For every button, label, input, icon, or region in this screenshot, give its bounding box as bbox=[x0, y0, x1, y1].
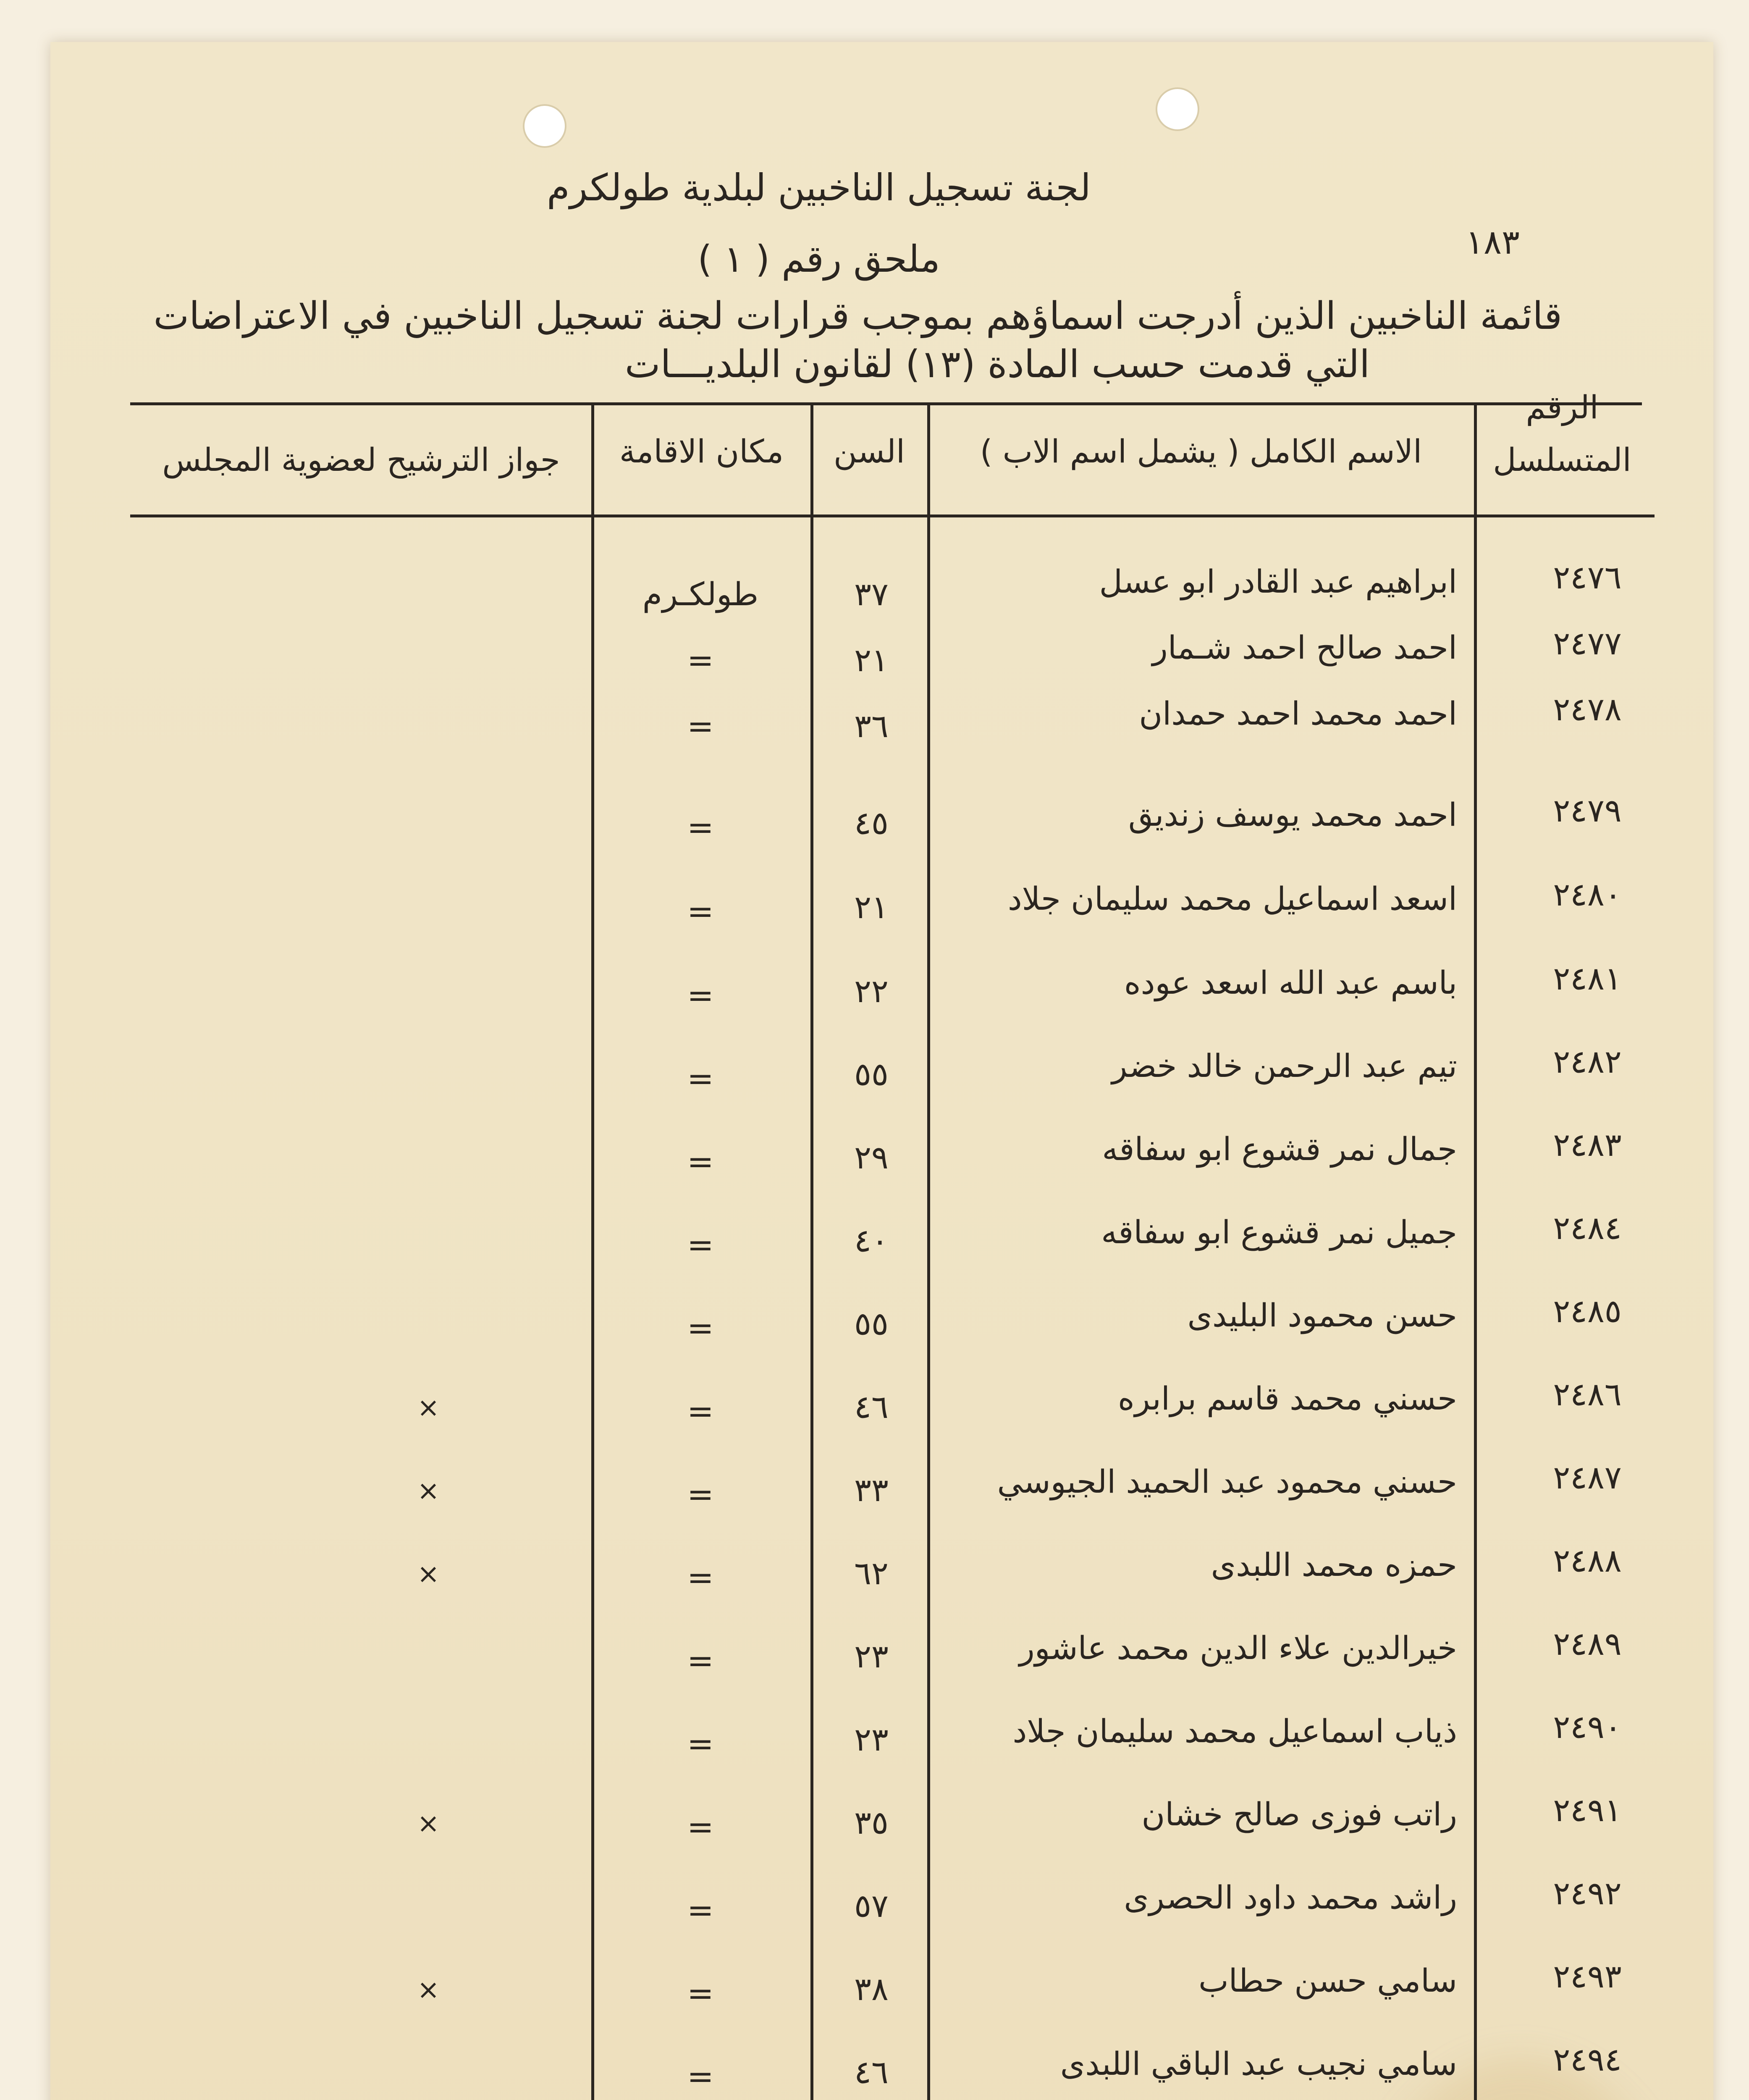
page-number: ١٨٣ bbox=[1466, 223, 1520, 262]
name-cell: حمزه محمد اللبدى bbox=[1211, 1546, 1457, 1583]
serial-header-line1: الرقم bbox=[1526, 388, 1599, 426]
name-cell: جميل نمر قشوع ابو سفاقه bbox=[1101, 1213, 1457, 1251]
list-title-line1: قائمة الناخبين الذين أدرجت اسماؤهم بموجب قرارات لجنة تسجيل الناخبين في الاعتراضات bbox=[153, 294, 1562, 338]
age-cell: ٤٥ bbox=[854, 804, 889, 842]
name-cell: اسعد اسماعيل محمد سليمان جلاد bbox=[1007, 880, 1457, 917]
age-cell: ٢٩ bbox=[854, 1139, 889, 1176]
age-cell: ٢١ bbox=[854, 641, 889, 679]
name-cell: راشد محمد داود الحصرى bbox=[1124, 1879, 1457, 1916]
serial-cell: ٢٤٧٦ bbox=[1553, 559, 1622, 596]
serial-cell: ٢٤٨٧ bbox=[1553, 1459, 1622, 1496]
name-header: الاسم الكامل ( يشمل اسم الاب ) bbox=[980, 433, 1422, 470]
residence-cell: = bbox=[687, 1808, 714, 1845]
column-divider bbox=[927, 402, 930, 2100]
age-cell: ٤٦ bbox=[854, 1388, 889, 1425]
name-cell: حسن محمود البليدى bbox=[1187, 1297, 1457, 1334]
age-cell: ٣٣ bbox=[854, 1471, 889, 1509]
column-divider bbox=[810, 402, 813, 2100]
age-cell: ٤٠ bbox=[854, 1222, 889, 1259]
residence-cell: = bbox=[687, 707, 714, 745]
serial-cell: ٢٤٩٤ bbox=[1553, 2041, 1622, 2078]
serial-header-line2: المتسلسل bbox=[1493, 441, 1631, 478]
serial-cell: ٢٤٩٣ bbox=[1553, 1958, 1622, 1995]
age-header: السن bbox=[834, 433, 905, 470]
eligibility-header: جواز الترشيح لعضوية المجلس bbox=[162, 441, 560, 478]
residence-cell: = bbox=[687, 1725, 714, 1762]
serial-cell: ٢٤٩٠ bbox=[1553, 1708, 1622, 1746]
residence-cell: = bbox=[687, 641, 714, 679]
residence-cell: = bbox=[687, 1309, 714, 1347]
age-cell: ٢٣ bbox=[854, 1638, 889, 1675]
serial-cell: ٢٤٧٧ bbox=[1553, 625, 1622, 662]
age-cell: ٢٢ bbox=[854, 972, 889, 1010]
name-cell: باسم عبد الله اسعد عوده bbox=[1124, 964, 1457, 1001]
age-cell: ٣٦ bbox=[854, 707, 889, 745]
table-top-rule bbox=[130, 402, 1642, 405]
table-header-rule bbox=[130, 514, 1655, 517]
name-cell: حسني محمد قاسم برابره bbox=[1118, 1380, 1457, 1417]
serial-cell: ٢٤٨٤ bbox=[1553, 1209, 1622, 1247]
serial-cell: ٢٤٨٥ bbox=[1553, 1292, 1622, 1330]
residence-cell: = bbox=[687, 976, 714, 1014]
residence-cell: = bbox=[687, 1060, 714, 1097]
serial-cell: ٢٤٨٦ bbox=[1553, 1376, 1622, 1413]
residence-cell: = bbox=[687, 1974, 714, 2012]
age-cell: ٦٢ bbox=[854, 1554, 889, 1592]
name-cell: احمد محمد احمد حمدان bbox=[1139, 695, 1457, 732]
residence-cell: = bbox=[687, 1226, 714, 1263]
residence-cell: = bbox=[687, 1392, 714, 1430]
appendix-label: ملحق رقم ( ١ ) bbox=[698, 237, 940, 281]
serial-cell: ٢٤٨٢ bbox=[1553, 1043, 1622, 1080]
serial-cell: ٢٤٩١ bbox=[1553, 1791, 1622, 1829]
name-cell: راتب فوزى صالح خشان bbox=[1141, 1796, 1457, 1833]
serial-cell: ٢٤٨١ bbox=[1553, 960, 1622, 997]
residence-cell: = bbox=[687, 1559, 714, 1596]
name-cell: ابراهيم عبد القادر ابو عسل bbox=[1099, 563, 1457, 600]
serial-cell: ٢٤٧٨ bbox=[1553, 690, 1622, 728]
age-cell: ٢١ bbox=[854, 888, 889, 926]
residence-cell: = bbox=[687, 2058, 714, 2095]
eligibility-mark: × bbox=[417, 1559, 440, 1590]
name-cell: سامي نجيب عبد الباقي اللبدى bbox=[1060, 2045, 1457, 2082]
punch-hole bbox=[1156, 87, 1199, 131]
committee-title: لجنة تسجيل الناخبين لبلدية طولكرم bbox=[547, 166, 1091, 209]
age-cell: ٣٧ bbox=[854, 575, 889, 613]
serial-cell: ٢٤٧٩ bbox=[1553, 792, 1622, 829]
age-cell: ٥٥ bbox=[854, 1305, 889, 1342]
name-cell: احمد صالح احمد شـمار bbox=[1152, 629, 1457, 666]
residence-header: مكان الاقامة bbox=[619, 433, 784, 470]
name-cell: حسني محمود عبد الحميد الجيوسي bbox=[997, 1463, 1457, 1500]
name-cell: خيرالدين علاء الدين محمد عاشور bbox=[1019, 1629, 1457, 1667]
age-cell: ٣٨ bbox=[854, 1970, 889, 2008]
eligibility-mark: × bbox=[417, 1475, 440, 1507]
residence-cell: = bbox=[687, 1642, 714, 1679]
residence-cell: = bbox=[687, 1475, 714, 1513]
name-cell: احمد محمد يوسف زنديق bbox=[1128, 796, 1457, 833]
serial-cell: ٢٤٨٩ bbox=[1553, 1625, 1622, 1662]
list-title-line2: التي قدمت حسب المادة (١٣) لقانون البلديـــات bbox=[624, 342, 1370, 386]
name-cell: ذياب اسماعيل محمد سليمان جلاد bbox=[1012, 1712, 1457, 1750]
residence-cell: = bbox=[687, 1143, 714, 1180]
age-cell: ٥٥ bbox=[854, 1055, 889, 1093]
column-divider bbox=[591, 402, 594, 2100]
column-divider bbox=[1474, 402, 1477, 2100]
age-cell: ٣٥ bbox=[854, 1804, 889, 1841]
serial-cell: ٢٤٨٣ bbox=[1553, 1126, 1622, 1163]
name-cell: سامي حسن حطاب bbox=[1198, 1962, 1457, 1999]
serial-cell: ٢٤٨٨ bbox=[1553, 1542, 1622, 1579]
residence-cell: = bbox=[687, 808, 714, 846]
name-cell: جمال نمر قشوع ابو سفاقه bbox=[1102, 1130, 1457, 1168]
punch-hole bbox=[523, 104, 566, 148]
name-cell: تيم عبد الرحمن خالد خضر bbox=[1112, 1047, 1457, 1084]
residence-cell: = bbox=[687, 1891, 714, 1929]
residence-cell: طولكـرم bbox=[642, 575, 759, 613]
eligibility-mark: × bbox=[417, 1392, 440, 1423]
serial-cell: ٢٤٩٢ bbox=[1553, 1874, 1622, 1912]
age-cell: ٤٦ bbox=[854, 2053, 889, 2091]
eligibility-mark: × bbox=[417, 1808, 440, 1839]
age-cell: ٥٧ bbox=[854, 1887, 889, 1924]
serial-cell: ٢٤٨٠ bbox=[1553, 876, 1622, 913]
eligibility-mark: × bbox=[417, 1974, 440, 2006]
age-cell: ٢٣ bbox=[854, 1721, 889, 1758]
residence-cell: = bbox=[687, 892, 714, 930]
